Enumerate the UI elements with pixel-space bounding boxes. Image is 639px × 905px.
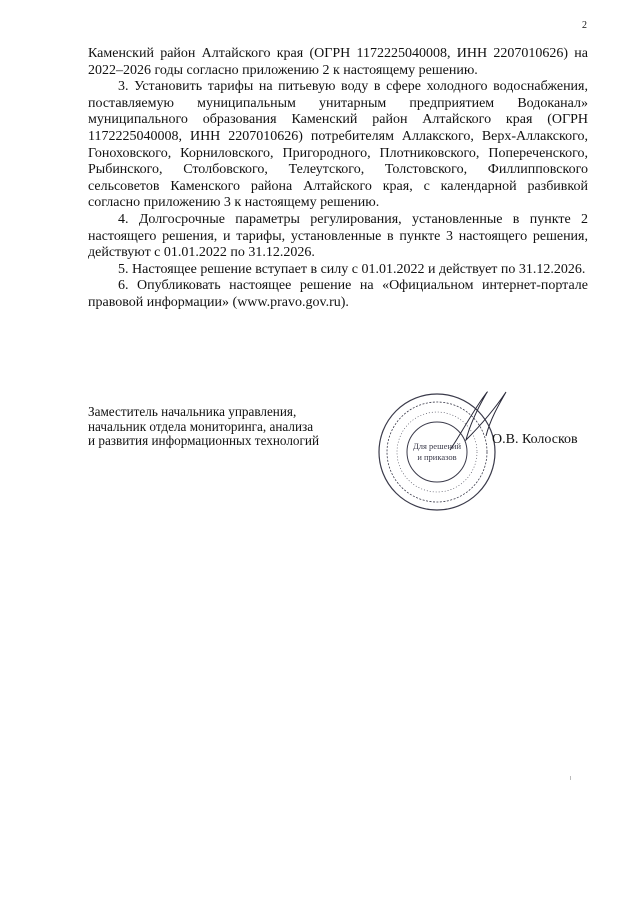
position-line: начальник отдела мониторинга, анализа xyxy=(88,418,314,434)
scan-mark xyxy=(570,776,571,780)
stamp-text-1: Для решений xyxy=(412,441,462,451)
signatory-name: О.В. Колосков xyxy=(492,432,578,447)
stamp-text-2: и приказов xyxy=(417,452,457,462)
position-line: Заместитель начальника управления, xyxy=(88,404,297,419)
paragraph-4: 4. Долгосрочные параметры регулирования, установленные в пункте 2 настоящего решения, и тарифы, установленные в пункте 3 настоящего решения, действуют с 01.01.2022 по 31.12.2026. xyxy=(88,211,588,261)
paragraph-3: 3. Установить тарифы на питьевую воду в сфере холодного водоснабжения, поставляемую муниципальным унитарным предприятием Водоканал» муниципального образования Каменский район Алтайского края (ОГРН 1172225040008, ИНН 2207010626) потребителям Аллакского, Верх-Аллакского, Гоноховского, Корниловского, Пригородного, Плотниковского, Попереченского, Рыбинского, Столбовского, Телеутского, Толстовского, Филлипповского сельсоветов Каменского района Алтайского края, с календарной разбивкой согласно приложению 3 к настоящему решению. xyxy=(88,79,588,211)
signatory-position xyxy=(88,405,319,449)
page-number: 2 xyxy=(582,20,587,31)
decision-body xyxy=(88,46,588,312)
handwritten-signature xyxy=(440,380,520,460)
paragraph-6: 6. Опубликовать настоящее решение на «Официальном интернет-портале правовой информации» (www.pravo.gov.ru). xyxy=(88,278,588,310)
paragraph-continuation: Каменский район Алтайского края (ОГРН 1172225040008, ИНН 2207010626) на 2022–2026 годы согласно приложению 2 к настоящему решению. xyxy=(88,46,588,78)
position-line: и развития информационных технологий xyxy=(88,433,320,449)
paragraph-5: 5. Настоящее решение вступает в силу с 01.01.2022 и действует по 31.12.2026. xyxy=(118,261,586,277)
